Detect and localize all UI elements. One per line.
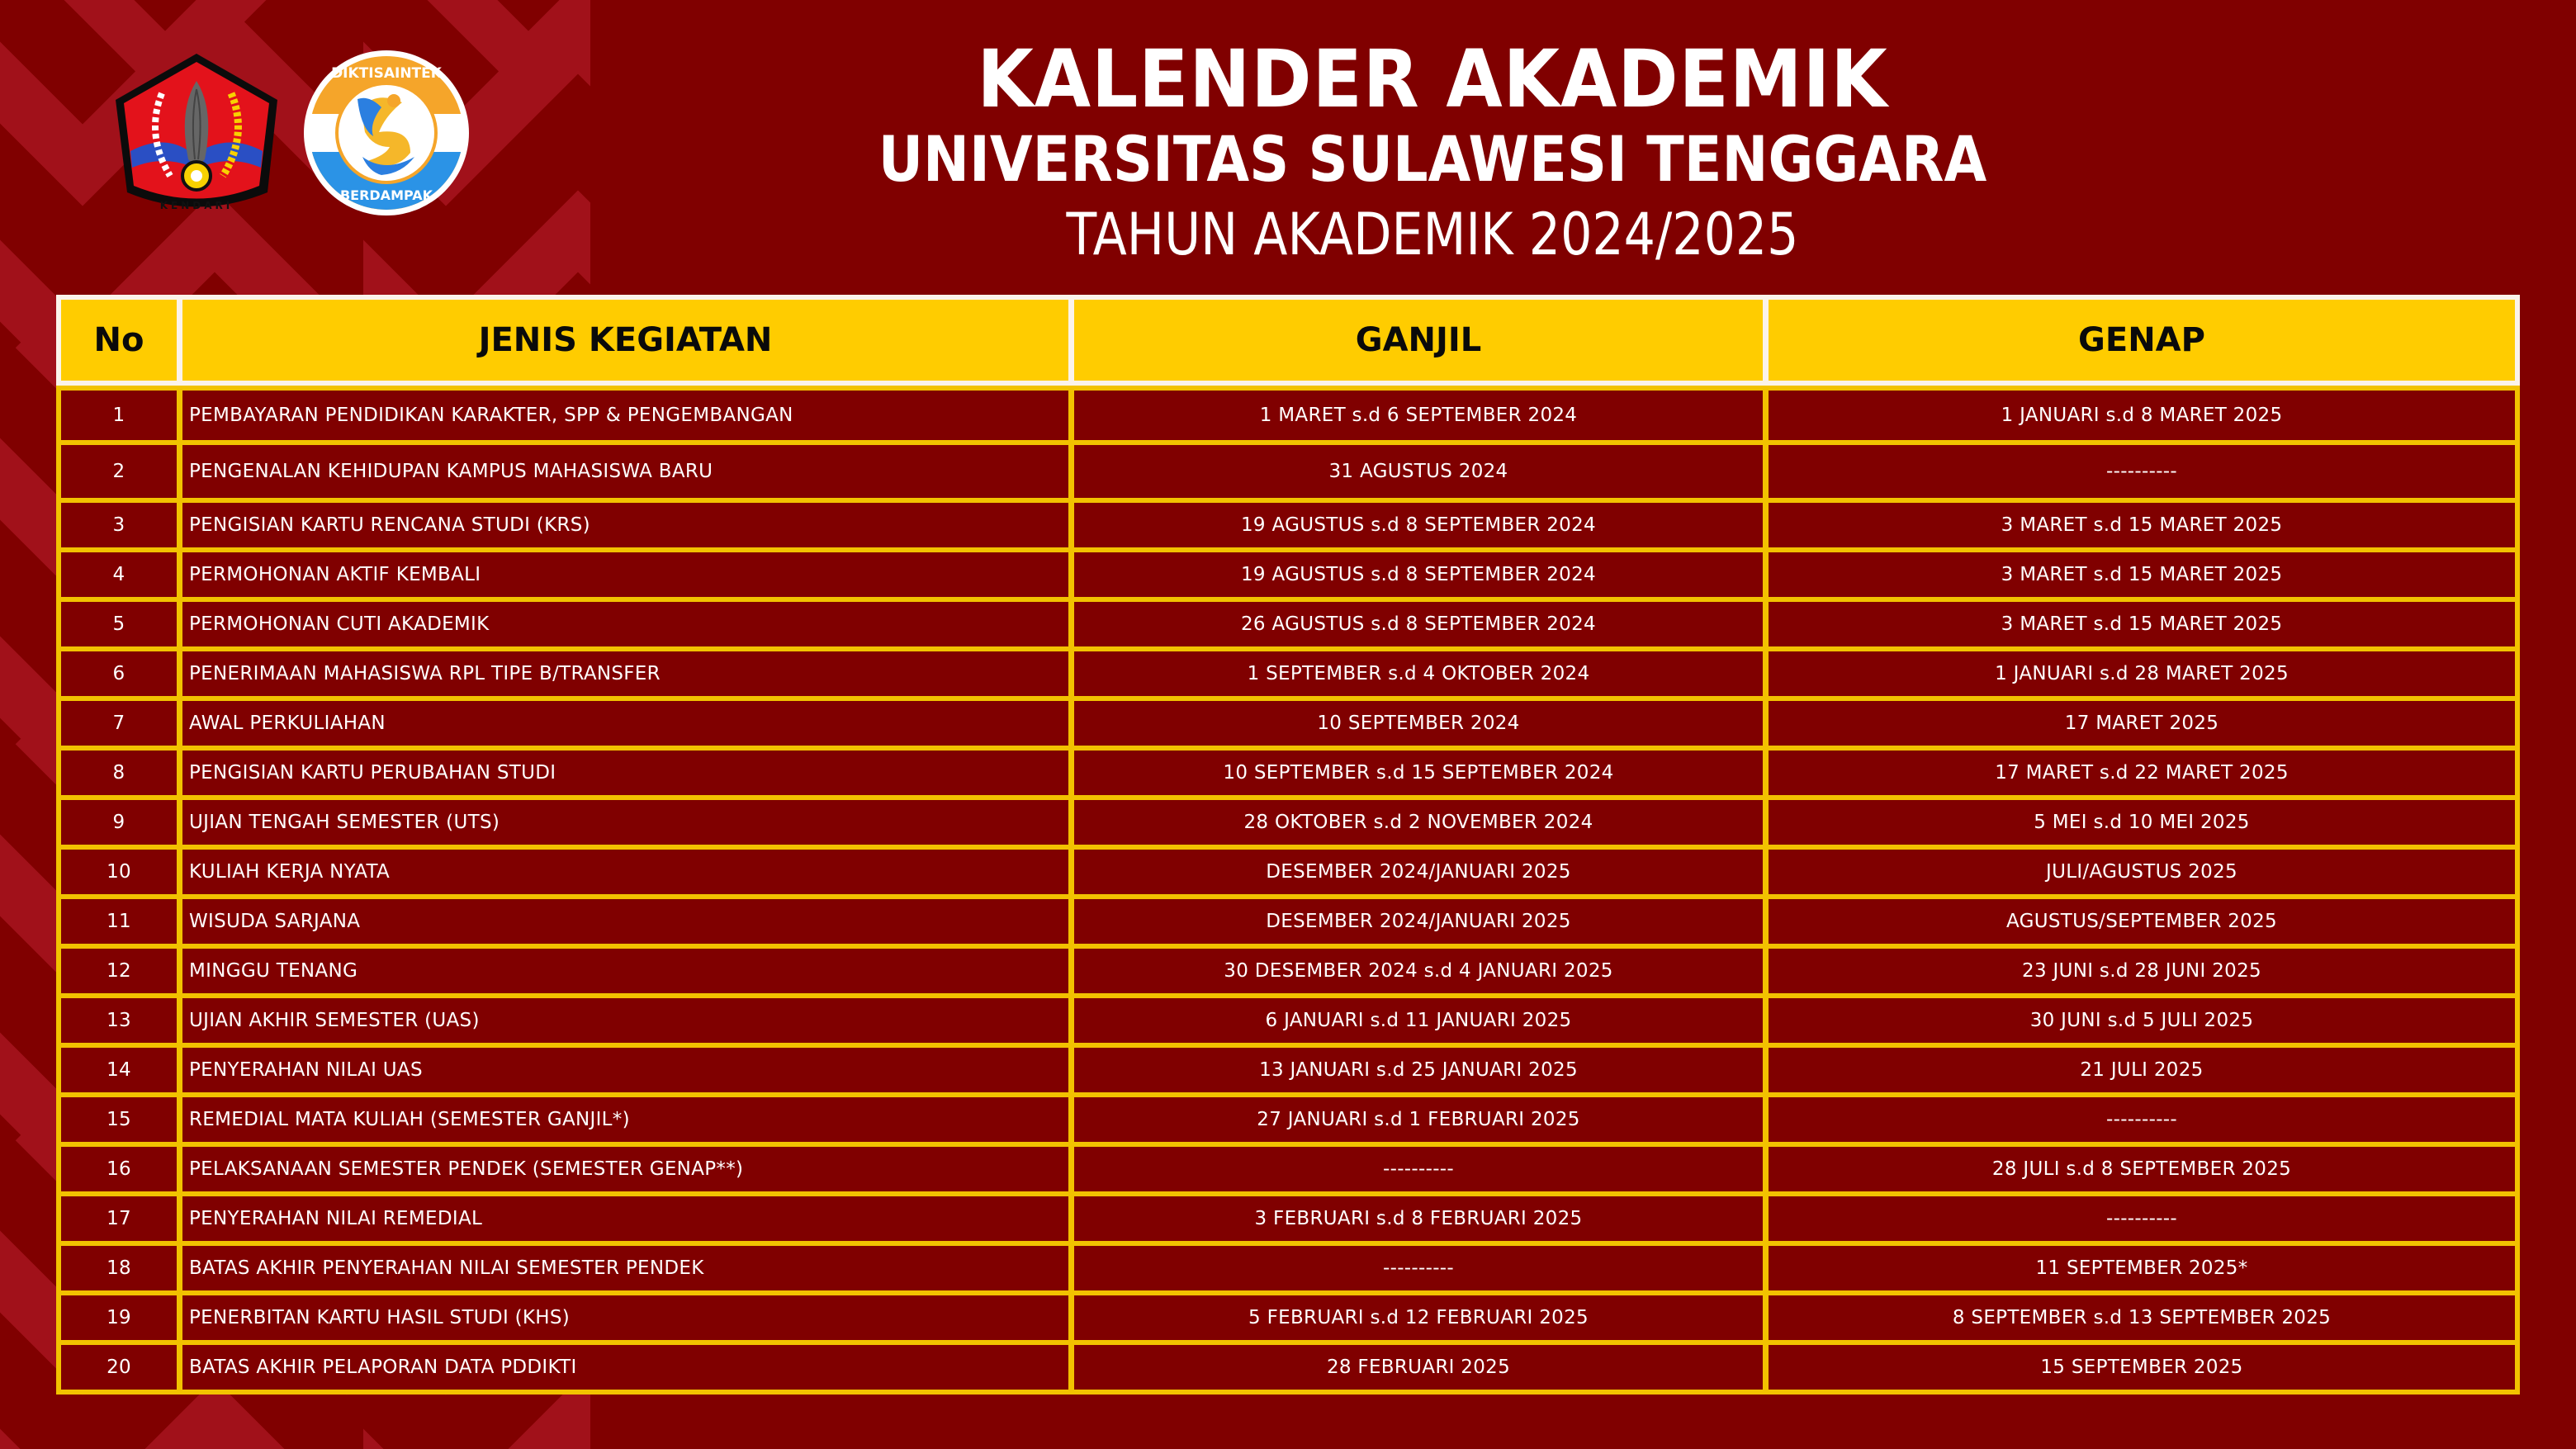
table-header — [56, 295, 2520, 386]
dikti-top-text: DIKTISAINTEK — [331, 65, 442, 82]
cell-ganjil: 10 SEPTEMBER 2024 — [1074, 701, 1763, 746]
cell-jenis-kegiatan: AWAL PERKULIAHAN — [182, 701, 1068, 746]
table-row — [61, 696, 2515, 746]
cell-no: 16 — [61, 1147, 177, 1191]
table-row — [61, 1092, 2515, 1142]
table-row — [61, 1142, 2515, 1191]
table-row — [61, 597, 2515, 646]
cell-no: 11 — [61, 899, 177, 944]
cell-jenis-kegiatan: PENYERAHAN NILAI REMEDIAL — [182, 1196, 1068, 1241]
page-title: KALENDER AKADEMIK — [977, 33, 1888, 125]
cell-genap: 3 MARET s.d 15 MARET 2025 — [1769, 602, 2515, 646]
cell-jenis-kegiatan: PELAKSANAAN SEMESTER PENDEK (SEMESTER GENAP**) — [182, 1147, 1068, 1191]
cell-jenis-kegiatan: UJIAN AKHIR SEMESTER (UAS) — [182, 998, 1068, 1043]
table-row — [61, 944, 2515, 993]
cell-ganjil: 5 FEBRUARI s.d 12 FEBRUARI 2025 — [1074, 1295, 1763, 1340]
cell-jenis-kegiatan: BATAS AKHIR PENYERAHAN NILAI SEMESTER PENDEK — [182, 1246, 1068, 1290]
academic-calendar-table — [56, 295, 2520, 1395]
cell-genap: 1 JANUARI s.d 28 MARET 2025 — [1769, 651, 2515, 696]
cell-ganjil: 6 JANUARI s.d 11 JANUARI 2025 — [1074, 998, 1763, 1043]
cell-jenis-kegiatan: PERMOHONAN AKTIF KEMBALI — [182, 552, 1068, 597]
diktisaintek-logo — [303, 50, 470, 216]
table-row — [61, 1191, 2515, 1241]
cell-no: 2 — [61, 445, 177, 498]
table-row — [61, 440, 2515, 498]
cell-jenis-kegiatan: PENYERAHAN NILAI UAS — [182, 1048, 1068, 1092]
cell-ganjil: ---------- — [1074, 1147, 1763, 1191]
cell-genap: 8 SEPTEMBER s.d 13 SEPTEMBER 2025 — [1769, 1295, 2515, 1340]
cell-no: 12 — [61, 949, 177, 993]
cell-no: 6 — [61, 651, 177, 696]
cell-ganjil: 30 DESEMBER 2024 s.d 4 JANUARI 2025 — [1074, 949, 1763, 993]
cell-ganjil: 19 AGUSTUS s.d 8 SEPTEMBER 2024 — [1074, 503, 1763, 547]
cell-ganjil: 3 FEBRUARI s.d 8 FEBRUARI 2025 — [1074, 1196, 1763, 1241]
table-row — [61, 746, 2515, 795]
cell-jenis-kegiatan: PERMOHONAN CUTI AKADEMIK — [182, 602, 1068, 646]
cell-no: 13 — [61, 998, 177, 1043]
cell-ganjil: 19 AGUSTUS s.d 8 SEPTEMBER 2024 — [1074, 552, 1763, 597]
cell-ganjil: 1 MARET s.d 6 SEPTEMBER 2024 — [1074, 391, 1763, 440]
cell-no: 15 — [61, 1097, 177, 1142]
cell-jenis-kegiatan: REMEDIAL MATA KULIAH (SEMESTER GANJIL*) — [182, 1097, 1068, 1142]
cell-no: 10 — [61, 850, 177, 894]
cell-ganjil: 13 JANUARI s.d 25 JANUARI 2025 — [1074, 1048, 1763, 1092]
university-name: UNIVERSITAS SULAWESI TENGGARA — [878, 122, 1987, 196]
cell-genap: AGUSTUS/SEPTEMBER 2025 — [1769, 899, 2515, 944]
cell-genap: JULI/AGUSTUS 2025 — [1769, 850, 2515, 894]
table-row — [61, 1241, 2515, 1290]
cell-jenis-kegiatan: PEMBAYARAN PENDIDIKAN KARAKTER, SPP & PENGEMBANGAN — [182, 391, 1068, 440]
cell-genap: 11 SEPTEMBER 2025* — [1769, 1246, 2515, 1290]
table-row — [61, 386, 2515, 440]
table-row — [61, 894, 2515, 944]
cell-genap: 28 JULI s.d 8 SEPTEMBER 2025 — [1769, 1147, 2515, 1191]
cell-no: 19 — [61, 1295, 177, 1340]
cell-jenis-kegiatan: UJIAN TENGAH SEMESTER (UTS) — [182, 800, 1068, 845]
cell-no: 3 — [61, 503, 177, 547]
cell-jenis-kegiatan: PENERBITAN KARTU HASIL STUDI (KHS) — [182, 1295, 1068, 1340]
table-row — [61, 795, 2515, 845]
column-header-no: No — [61, 300, 177, 381]
unsultra-logo — [112, 52, 281, 215]
cell-jenis-kegiatan: BATAS AKHIR PELAPORAN DATA PDDIKTI — [182, 1345, 1068, 1390]
cell-genap: 21 JULI 2025 — [1769, 1048, 2515, 1092]
cell-jenis-kegiatan: PENERIMAAN MAHASISWA RPL TIPE B/TRANSFER — [182, 651, 1068, 696]
dikti-bottom-text: BERDAMPAK — [339, 187, 433, 203]
table-row — [61, 646, 2515, 696]
cell-ganjil: 1 SEPTEMBER s.d 4 OKTOBER 2024 — [1074, 651, 1763, 696]
cell-no: 18 — [61, 1246, 177, 1290]
cell-ganjil: 27 JANUARI s.d 1 FEBRUARI 2025 — [1074, 1097, 1763, 1142]
cell-ganjil: ---------- — [1074, 1246, 1763, 1290]
academic-year: TAHUN AKADEMIK 2024/2025 — [1066, 201, 1799, 268]
table-row — [61, 1290, 2515, 1340]
table-row — [61, 547, 2515, 597]
cell-genap: 3 MARET s.d 15 MARET 2025 — [1769, 552, 2515, 597]
column-header-jenis-kegiatan: JENIS KEGIATAN — [182, 300, 1068, 381]
cell-no: 8 — [61, 751, 177, 795]
cell-jenis-kegiatan: PENGENALAN KEHIDUPAN KAMPUS MAHASISWA BARU — [182, 445, 1068, 498]
cell-genap: 3 MARET s.d 15 MARET 2025 — [1769, 503, 2515, 547]
table-row — [61, 1043, 2515, 1092]
cell-no: 14 — [61, 1048, 177, 1092]
column-header-genap: GENAP — [1769, 300, 2515, 381]
cell-no: 9 — [61, 800, 177, 845]
unsultra-logo-text: KENDARI — [159, 200, 234, 211]
cell-no: 1 — [61, 391, 177, 440]
table-row — [61, 993, 2515, 1043]
table-row — [61, 845, 2515, 894]
cell-no: 17 — [61, 1196, 177, 1241]
table-body — [56, 386, 2520, 1395]
cell-jenis-kegiatan: KULIAH KERJA NYATA — [182, 850, 1068, 894]
cell-no: 7 — [61, 701, 177, 746]
cell-genap: 23 JUNI s.d 28 JUNI 2025 — [1769, 949, 2515, 993]
cell-no: 20 — [61, 1345, 177, 1390]
title-block — [743, 33, 2122, 272]
cell-ganjil: 31 AGUSTUS 2024 — [1074, 445, 1763, 498]
cell-genap: 5 MEI s.d 10 MEI 2025 — [1769, 800, 2515, 845]
cell-genap: 15 SEPTEMBER 2025 — [1769, 1345, 2515, 1390]
table-row — [61, 498, 2515, 547]
cell-jenis-kegiatan: WISUDA SARJANA — [182, 899, 1068, 944]
cell-ganjil: 26 AGUSTUS s.d 8 SEPTEMBER 2024 — [1074, 602, 1763, 646]
cell-genap: ---------- — [1769, 445, 2515, 498]
cell-jenis-kegiatan: PENGISIAN KARTU RENCANA STUDI (KRS) — [182, 503, 1068, 547]
cell-genap: 17 MARET s.d 22 MARET 2025 — [1769, 751, 2515, 795]
table-row — [61, 1340, 2515, 1390]
cell-ganjil: 28 FEBRUARI 2025 — [1074, 1345, 1763, 1390]
cell-genap: 17 MARET 2025 — [1769, 701, 2515, 746]
cell-genap: ---------- — [1769, 1097, 2515, 1142]
cell-genap: 30 JUNI s.d 5 JULI 2025 — [1769, 998, 2515, 1043]
cell-ganjil: DESEMBER 2024/JANUARI 2025 — [1074, 850, 1763, 894]
cell-genap: 1 JANUARI s.d 8 MARET 2025 — [1769, 391, 2515, 440]
cell-no: 5 — [61, 602, 177, 646]
column-header-ganjil: GANJIL — [1074, 300, 1763, 381]
cell-ganjil: 10 SEPTEMBER s.d 15 SEPTEMBER 2024 — [1074, 751, 1763, 795]
cell-genap: ---------- — [1769, 1196, 2515, 1241]
cell-ganjil: DESEMBER 2024/JANUARI 2025 — [1074, 899, 1763, 944]
cell-no: 4 — [61, 552, 177, 597]
cell-ganjil: 28 OKTOBER s.d 2 NOVEMBER 2024 — [1074, 800, 1763, 845]
cell-jenis-kegiatan: MINGGU TENANG — [182, 949, 1068, 993]
cell-jenis-kegiatan: PENGISIAN KARTU PERUBAHAN STUDI — [182, 751, 1068, 795]
